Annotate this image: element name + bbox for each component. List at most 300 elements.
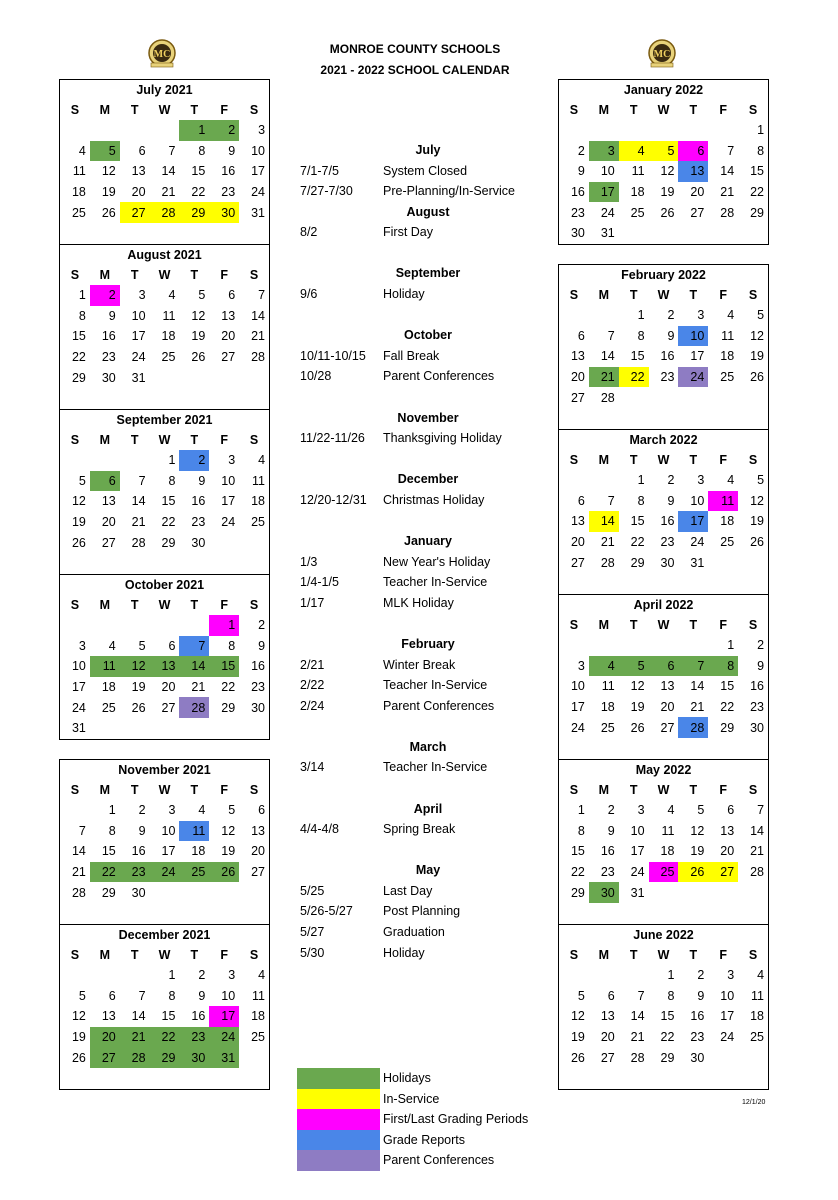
day-cell: 23 xyxy=(101,350,116,365)
weekday-label: S xyxy=(249,268,259,282)
month-calendar xyxy=(59,79,270,245)
day-cell: 27 xyxy=(660,720,675,735)
day-cell: 17 xyxy=(678,511,708,532)
empty-day-cell xyxy=(649,223,679,244)
empty-day-cell xyxy=(90,450,120,471)
empty-day-cell xyxy=(120,450,150,471)
day-cell: 14 xyxy=(630,1009,645,1024)
event-description: MLK Holiday xyxy=(383,595,454,610)
event-month-heading: May xyxy=(415,863,441,878)
week-row xyxy=(60,1027,269,1048)
week-row xyxy=(559,800,768,821)
day-cell: 18 xyxy=(630,185,645,200)
empty-day-cell xyxy=(209,882,239,903)
weekday-label: S xyxy=(748,288,758,302)
day-cell: 9 xyxy=(258,638,266,653)
day-cell: 2 xyxy=(757,638,765,653)
day-cell: 10 xyxy=(131,308,146,323)
day-cell: 27 xyxy=(101,535,116,550)
day-cell: 12 xyxy=(630,679,645,694)
empty-day-cell xyxy=(120,223,150,244)
empty-day-cell xyxy=(738,223,768,244)
day-cell: 12 xyxy=(101,164,116,179)
week-row xyxy=(60,1047,269,1068)
day-cell: 28 xyxy=(720,205,735,220)
empty-day-cell xyxy=(559,305,589,326)
event-description: Graduation xyxy=(383,925,445,940)
month-calendar xyxy=(59,409,270,575)
day-cell: 16 xyxy=(570,185,585,200)
day-cell: 15 xyxy=(101,844,116,859)
week-row xyxy=(559,120,768,141)
day-cell: 21 xyxy=(71,865,86,880)
month-calendar xyxy=(558,759,769,925)
weekday-label: T xyxy=(190,268,199,282)
month-title: April 2022 xyxy=(633,598,694,612)
day-cell: 19 xyxy=(750,514,765,529)
weekday-label: S xyxy=(569,783,579,797)
weekday-label: T xyxy=(689,103,698,117)
day-cell: 4 xyxy=(168,288,176,303)
day-cell: 28 xyxy=(750,865,765,880)
day-cell: 4 xyxy=(198,803,206,818)
day-cell: 18 xyxy=(251,494,266,509)
day-cell: 1 xyxy=(179,120,209,141)
day-cell: 17 xyxy=(71,680,86,695)
day-cell: 3 xyxy=(589,141,619,162)
day-cell: 12 xyxy=(750,328,765,343)
month-calendar xyxy=(59,759,270,925)
empty-day-cell xyxy=(738,552,768,573)
day-cell: 9 xyxy=(697,988,705,1003)
day-cell: 8 xyxy=(757,143,765,158)
day-cell: 22 xyxy=(90,862,120,883)
event-date: 3/14 xyxy=(300,760,325,775)
day-cell: 20 xyxy=(90,1027,120,1048)
day-cell: 21 xyxy=(750,844,765,859)
day-cell: 8 xyxy=(637,328,645,343)
version-date: 12/1/20 xyxy=(742,1099,766,1106)
empty-day-cell xyxy=(708,120,738,141)
event-month-heading: November xyxy=(397,410,459,425)
empty-day-cell xyxy=(60,903,90,924)
week-row xyxy=(559,346,768,367)
week-row xyxy=(60,285,269,306)
day-cell: 7 xyxy=(637,988,645,1003)
week-row xyxy=(559,986,768,1007)
day-cell: 21 xyxy=(191,680,206,695)
week-row xyxy=(60,697,269,718)
month-calendar xyxy=(558,429,769,595)
day-cell: 16 xyxy=(600,844,615,859)
day-cell: 13 xyxy=(131,164,146,179)
day-cell: 15 xyxy=(720,679,735,694)
empty-day-cell xyxy=(60,553,90,574)
day-cell: 4 xyxy=(619,141,649,162)
weekday-label: W xyxy=(657,103,670,117)
day-cell: 24 xyxy=(630,865,645,880)
empty-day-cell xyxy=(649,635,679,656)
weekday-label: M xyxy=(99,433,110,447)
event-description: Spring Break xyxy=(383,822,456,837)
week-row xyxy=(559,202,768,223)
day-cell: 3 xyxy=(697,308,705,323)
event-date: 2/24 xyxy=(300,698,325,713)
empty-day-cell xyxy=(179,882,209,903)
empty-day-cell xyxy=(708,1068,738,1089)
day-cell: 26 xyxy=(750,370,765,385)
weekday-label: S xyxy=(249,783,259,797)
weekday-label: M xyxy=(99,268,110,282)
month-title: September 2021 xyxy=(116,413,213,427)
day-cell: 20 xyxy=(570,370,585,385)
day-cell: 26 xyxy=(678,862,708,883)
day-cell: 21 xyxy=(251,329,266,344)
day-cell: 19 xyxy=(191,329,206,344)
day-cell: 19 xyxy=(690,844,705,859)
empty-day-cell xyxy=(179,615,209,636)
day-cell: 27 xyxy=(570,390,585,405)
week-row xyxy=(60,656,269,677)
empty-day-cell xyxy=(589,903,619,924)
week-row xyxy=(60,615,269,636)
day-cell: 14 xyxy=(131,1009,146,1024)
day-cell: 19 xyxy=(630,700,645,715)
day-cell: 15 xyxy=(161,1009,176,1024)
week-row xyxy=(60,862,269,883)
empty-day-cell xyxy=(179,367,209,388)
day-cell: 11 xyxy=(661,823,675,838)
empty-day-cell xyxy=(239,223,269,244)
empty-day-cell xyxy=(708,903,738,924)
week-row xyxy=(60,677,269,698)
day-cell: 14 xyxy=(720,164,735,179)
day-cell: 15 xyxy=(161,494,176,509)
day-cell: 27 xyxy=(251,865,266,880)
event-description: Holiday xyxy=(383,287,425,302)
weekday-label: S xyxy=(249,433,259,447)
logo-initials: MC xyxy=(653,49,671,60)
day-cell: 8 xyxy=(168,473,176,488)
day-cell: 20 xyxy=(101,515,116,530)
day-cell: 22 xyxy=(150,1027,180,1048)
weekday-label: W xyxy=(158,783,171,797)
day-cell: 9 xyxy=(198,473,206,488)
day-cell: 2 xyxy=(198,968,206,983)
weekday-label: S xyxy=(249,598,259,612)
week-row xyxy=(559,903,768,924)
week-row xyxy=(559,738,768,759)
weekday-label: W xyxy=(657,453,670,467)
weekday-label: T xyxy=(130,268,139,282)
weekday-label: S xyxy=(70,598,80,612)
day-cell: 7 xyxy=(757,803,765,818)
empty-day-cell xyxy=(239,367,269,388)
weekday-label: M xyxy=(598,618,609,632)
empty-day-cell xyxy=(90,553,120,574)
weekday-label: S xyxy=(569,288,579,302)
week-row xyxy=(60,965,269,986)
day-cell: 9 xyxy=(667,328,675,343)
weekday-label: F xyxy=(220,433,229,447)
day-cell: 30 xyxy=(209,202,239,223)
day-cell: 8 xyxy=(637,493,645,508)
weekday-label: S xyxy=(569,948,579,962)
empty-day-cell xyxy=(619,223,649,244)
event-date: 10/11-10/15 xyxy=(300,348,366,363)
day-cell: 3 xyxy=(138,288,146,303)
day-cell: 21 xyxy=(720,185,735,200)
day-cell: 15 xyxy=(209,656,239,677)
week-row xyxy=(559,141,768,162)
event-date: 8/2 xyxy=(300,225,318,240)
day-cell: 27 xyxy=(120,202,150,223)
empty-day-cell xyxy=(179,718,209,739)
empty-day-cell xyxy=(649,882,679,903)
empty-day-cell xyxy=(619,635,649,656)
empty-day-cell xyxy=(738,903,768,924)
week-row xyxy=(60,326,269,347)
day-cell: 28 xyxy=(179,697,209,718)
day-cell: 3 xyxy=(168,803,176,818)
day-cell: 6 xyxy=(258,803,266,818)
day-cell: 11 xyxy=(601,679,615,694)
day-cell: 13 xyxy=(570,349,585,364)
empty-day-cell xyxy=(60,615,90,636)
day-cell: 29 xyxy=(570,885,585,900)
day-cell: 23 xyxy=(600,865,615,880)
event-description: Pre-Planning/In-Service xyxy=(383,184,516,199)
empty-day-cell xyxy=(589,965,619,986)
day-cell: 24 xyxy=(720,1030,735,1045)
day-cell: 13 xyxy=(678,161,708,182)
day-cell: 20 xyxy=(131,185,146,200)
day-cell: 14 xyxy=(131,494,146,509)
day-cell: 3 xyxy=(697,473,705,488)
day-cell: 6 xyxy=(138,143,146,158)
month-calendar xyxy=(59,244,270,410)
day-cell: 8 xyxy=(708,656,738,677)
day-cell: 2 xyxy=(667,308,675,323)
day-cell: 16 xyxy=(131,844,146,859)
weekday-label: S xyxy=(748,948,758,962)
empty-day-cell xyxy=(649,573,679,594)
day-cell: 10 xyxy=(570,679,585,694)
day-cell: 24 xyxy=(678,367,708,388)
weekday-label: T xyxy=(190,433,199,447)
weekday-label: S xyxy=(748,453,758,467)
month-calendar xyxy=(59,574,270,740)
day-cell: 25 xyxy=(600,720,615,735)
weekday-label: T xyxy=(629,288,638,302)
day-cell: 8 xyxy=(78,308,86,323)
event-date: 2/21 xyxy=(300,657,325,672)
empty-day-cell xyxy=(60,800,90,821)
event-date: 12/20-12/31 xyxy=(300,492,367,507)
empty-day-cell xyxy=(619,120,649,141)
weekday-label: S xyxy=(748,103,758,117)
event-date: 5/25 xyxy=(300,883,325,898)
week-row xyxy=(60,120,269,141)
day-cell: 17 xyxy=(630,844,645,859)
empty-day-cell xyxy=(209,553,239,574)
day-cell: 21 xyxy=(690,700,705,715)
empty-day-cell xyxy=(150,718,180,739)
month-title: May 2022 xyxy=(635,763,692,777)
day-cell: 18 xyxy=(191,844,206,859)
day-cell: 11 xyxy=(179,821,209,842)
empty-day-cell xyxy=(209,223,239,244)
day-cell: 11 xyxy=(252,988,266,1003)
day-cell: 23 xyxy=(179,1027,209,1048)
day-cell: 26 xyxy=(71,1050,86,1065)
day-cell: 26 xyxy=(750,535,765,550)
day-cell: 16 xyxy=(191,1009,206,1024)
day-cell: 28 xyxy=(71,885,86,900)
legend-swatch-inservice xyxy=(297,1089,380,1110)
day-cell: 4 xyxy=(258,453,266,468)
week-row xyxy=(60,141,269,162)
empty-day-cell xyxy=(708,1047,738,1068)
empty-day-cell xyxy=(179,388,209,409)
day-cell: 19 xyxy=(750,349,765,364)
day-cell: 1 xyxy=(209,615,239,636)
day-cell: 22 xyxy=(71,350,86,365)
event-month-heading: July xyxy=(415,143,441,157)
day-cell: 14 xyxy=(161,164,176,179)
day-cell: 9 xyxy=(198,988,206,1003)
day-cell: 22 xyxy=(191,185,206,200)
weekday-label: T xyxy=(689,618,698,632)
day-cell: 7 xyxy=(258,288,266,303)
day-cell: 31 xyxy=(209,1047,239,1068)
empty-day-cell xyxy=(589,305,619,326)
legend-swatch-conference xyxy=(297,1150,380,1171)
empty-day-cell xyxy=(209,1068,239,1089)
day-cell: 26 xyxy=(570,1050,585,1065)
day-cell: 27 xyxy=(570,555,585,570)
week-row xyxy=(559,1027,768,1048)
day-cell: 7 xyxy=(138,473,146,488)
week-row xyxy=(559,841,768,862)
day-cell: 1 xyxy=(757,123,765,138)
empty-day-cell xyxy=(90,120,120,141)
day-cell: 5 xyxy=(78,988,86,1003)
weekday-label: S xyxy=(70,268,80,282)
week-row xyxy=(60,347,269,368)
day-cell: 13 xyxy=(600,1009,615,1024)
day-cell: 6 xyxy=(727,803,735,818)
day-cell: 25 xyxy=(161,350,176,365)
day-cell: 6 xyxy=(228,288,236,303)
day-cell: 4 xyxy=(589,656,619,677)
day-cell: 19 xyxy=(660,185,675,200)
weekday-label: T xyxy=(629,453,638,467)
weekday-label: S xyxy=(748,783,758,797)
day-cell: 13 xyxy=(101,1009,116,1024)
day-cell: 9 xyxy=(228,143,236,158)
day-cell: 24 xyxy=(221,515,236,530)
day-cell: 23 xyxy=(750,700,765,715)
day-cell: 16 xyxy=(750,679,765,694)
day-cell: 19 xyxy=(570,1030,585,1045)
day-cell: 29 xyxy=(150,1047,180,1068)
weekday-label: F xyxy=(220,103,229,117)
empty-day-cell xyxy=(120,903,150,924)
event-description: Christmas Holiday xyxy=(383,492,485,507)
empty-day-cell xyxy=(708,408,738,429)
day-cell: 23 xyxy=(660,370,675,385)
empty-day-cell xyxy=(559,408,589,429)
week-row xyxy=(559,326,768,347)
day-cell: 24 xyxy=(131,350,146,365)
day-cell: 8 xyxy=(198,143,206,158)
day-cell: 10 xyxy=(678,326,708,347)
empty-day-cell xyxy=(559,635,589,656)
empty-day-cell xyxy=(559,1068,589,1089)
empty-day-cell xyxy=(60,120,90,141)
weekday-header xyxy=(559,100,768,120)
day-cell: 1 xyxy=(637,473,645,488)
event-description: Teacher In-Service xyxy=(383,575,488,590)
day-cell: 10 xyxy=(161,823,176,838)
day-cell: 27 xyxy=(600,1050,615,1065)
day-cell: 30 xyxy=(660,555,675,570)
event-date: 11/22-11/26 xyxy=(300,431,365,446)
empty-day-cell xyxy=(619,965,649,986)
empty-day-cell xyxy=(150,553,180,574)
day-cell: 26 xyxy=(209,862,239,883)
week-row xyxy=(559,1006,768,1027)
empty-day-cell xyxy=(559,573,589,594)
empty-day-cell xyxy=(678,903,708,924)
weekday-label: T xyxy=(689,783,698,797)
day-cell: 13 xyxy=(720,823,735,838)
day-cell: 18 xyxy=(251,1009,266,1024)
day-cell: 23 xyxy=(660,535,675,550)
day-cell: 23 xyxy=(570,205,585,220)
day-cell: 11 xyxy=(252,473,266,488)
day-cell: 13 xyxy=(221,308,236,323)
day-cell: 24 xyxy=(570,720,585,735)
school-seal-icon xyxy=(646,38,678,70)
week-row xyxy=(60,532,269,553)
day-cell: 29 xyxy=(630,555,645,570)
day-cell: 5 xyxy=(78,473,86,488)
week-row xyxy=(60,821,269,842)
weekday-label: F xyxy=(220,783,229,797)
day-cell: 27 xyxy=(90,1047,120,1068)
day-cell: 2 xyxy=(577,143,585,158)
weekday-label: S xyxy=(569,453,579,467)
day-cell: 24 xyxy=(251,185,266,200)
weekday-label: T xyxy=(130,103,139,117)
day-cell: 14 xyxy=(251,308,266,323)
month-title: February 2022 xyxy=(621,268,706,282)
empty-day-cell xyxy=(60,1068,90,1089)
day-cell: 14 xyxy=(600,349,615,364)
event-description: Fall Break xyxy=(383,348,440,363)
day-cell: 2 xyxy=(138,803,146,818)
day-cell: 19 xyxy=(131,680,146,695)
day-cell: 26 xyxy=(131,700,146,715)
empty-day-cell xyxy=(239,388,269,409)
day-cell: 30 xyxy=(750,720,765,735)
weekday-header xyxy=(60,265,269,285)
day-cell: 19 xyxy=(71,515,86,530)
month-title: July 2021 xyxy=(136,83,193,97)
day-cell: 29 xyxy=(161,535,176,550)
